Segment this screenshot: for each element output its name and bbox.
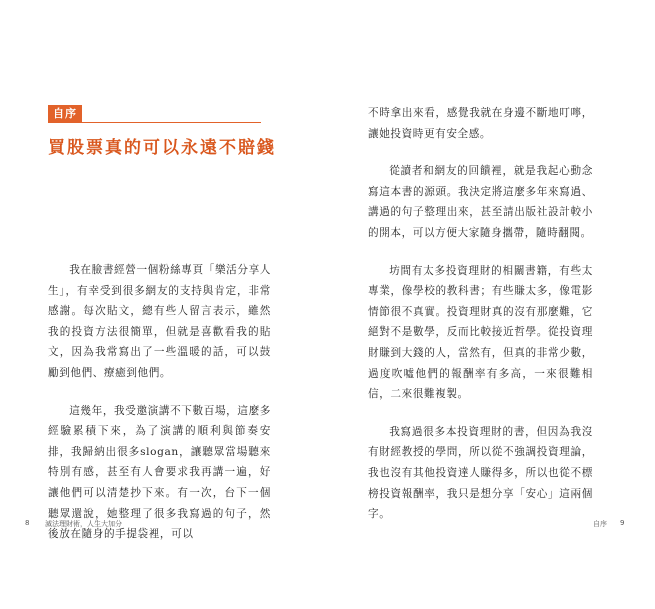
right-page bbox=[328, 0, 655, 609]
left-page bbox=[0, 0, 327, 609]
page-number-right: 9 bbox=[620, 519, 625, 527]
preface-tag: 自序 bbox=[48, 105, 82, 122]
paragraph: 這幾年，我受邀演講不下數百場，這麼多經驗累積下來，為了演講的順利與節奏安排，我歸納出很多slogan，讓聽眾當場聽來特別有感，甚至有人會要求我再講一遍，好讓他們可以清楚抄下來。有一次，台下一個聽眾還說，她整理了很多我寫過的句子，然後放在隨身的手提袋裡，可以 bbox=[48, 404, 271, 541]
chapter-title: 買股票真的可以永遠不賠錢 bbox=[48, 138, 276, 158]
left-body-text bbox=[48, 260, 271, 562]
tag-underline bbox=[48, 122, 261, 123]
running-head-right: 自序 bbox=[593, 520, 607, 528]
running-head-left: 滅法理財術，人生大加分 bbox=[45, 520, 122, 528]
page-number-left: 8 bbox=[25, 519, 30, 527]
paragraph: 我寫過很多本投資理財的書，但因為我沒有財經教授的學問，所以從不強調投資理論，我也沒有其他投資達人賺得多，所以也從不標榜投資報酬率，我只是想分享「安心」這兩個字。 bbox=[368, 425, 593, 521]
paragraph: 從讀者和網友的回饋裡，就是我起心動念寫這本書的源頭。我決定將這麼多年來寫過、講過的句子整理出來，甚至請出版社設計較小的開本，可以方便大家隨身攜帶，隨時翻閱。 bbox=[368, 165, 593, 239]
paragraph: 不時拿出來看，感覺我就在身邊不斷地叮嚀，讓她投資時更有安全感。 bbox=[368, 107, 593, 140]
paragraph: 坊間有太多投資理財的相關書籍，有些太專業，像學校的教科書；有些賺太多，像電影情節很不真實。投資理財真的沒有那麼難，它絕對不是數學，反而比較接近哲學。從投資理財賺到大錢的人，當然有，但真的非常少數，過度吹噓他們的報酬率有多高，一來很難相信，二來很難複製。 bbox=[368, 264, 593, 401]
paragraph: 我在臉書經營一個粉絲專頁「樂活分享人生」，有幸受到很多網友的支持與肯定，非常感謝。每次貼文，總有些人留言表示，雖然我的投資方法很簡單，但就是喜歡看我的貼文，因為我常寫出了一些溫暖的話，可以鼓勵到他們、療癒到他們。 bbox=[48, 264, 271, 379]
right-body-text bbox=[368, 103, 593, 542]
